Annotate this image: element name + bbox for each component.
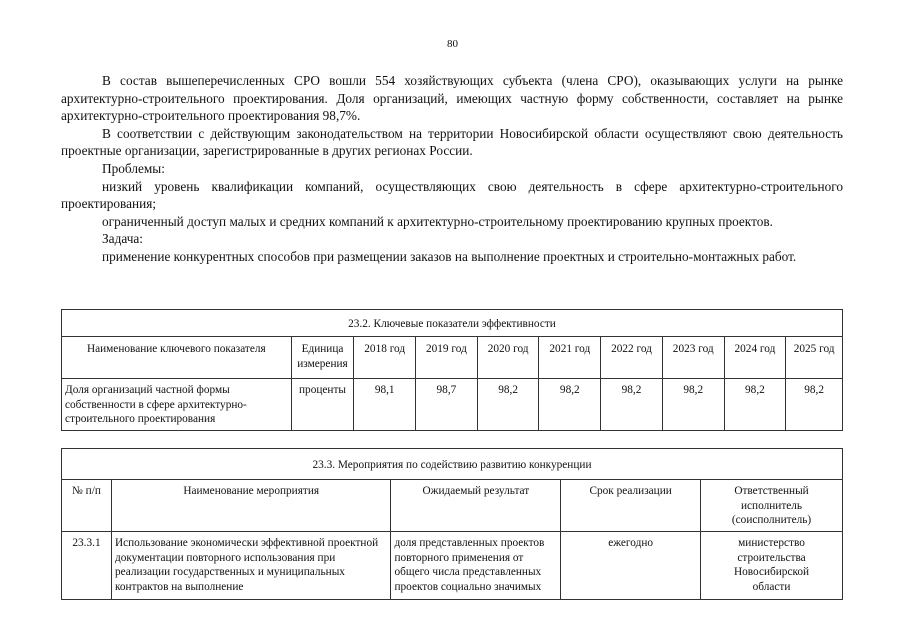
kpi-row-value: 98,2 bbox=[601, 379, 663, 431]
measures-row-responsible: министерство строительства Новосибирской области bbox=[701, 532, 843, 600]
kpi-header-year: 2021 год bbox=[539, 337, 601, 379]
table-row bbox=[62, 379, 843, 431]
paragraph: В соответствии с действующим законодательством на территории Новосибирской области осуществляют свою деятельность проектные организации, зарегистрированные в других регионах России. bbox=[61, 125, 843, 159]
measures-header-result: Ожидаемый результат bbox=[391, 480, 561, 532]
kpi-header-year: 2023 год bbox=[662, 337, 724, 379]
measures-row-name: Использование экономически эффективной проектной документации повторного использования при реализации государственных и муниципальных контрактов на выполнение bbox=[111, 532, 391, 600]
kpi-header-year: 2020 год bbox=[477, 337, 539, 379]
task-item: применение конкурентных способов при размещении заказов на выполнение проектных и строительно-монтажных работ. bbox=[102, 248, 797, 264]
measures-header-num: № п/п bbox=[62, 480, 112, 532]
kpi-header-year: 2019 год bbox=[416, 337, 478, 379]
kpi-header-year: 2025 год bbox=[786, 337, 843, 379]
kpi-row-value: 98,2 bbox=[477, 379, 539, 431]
kpi-header-unit: Единица измерения bbox=[291, 337, 354, 379]
measures-header-name: Наименование мероприятия bbox=[111, 480, 391, 532]
kpi-table bbox=[61, 309, 843, 431]
kpi-row-value: 98,2 bbox=[724, 379, 786, 431]
problem-item: низкий уровень квалификации компаний, осуществляющих свою деятельность в сфере архитектурно-строительного проектирования; bbox=[61, 178, 843, 212]
measures-header-term: Срок реализации bbox=[561, 480, 701, 532]
kpi-row-value: 98,7 bbox=[416, 379, 478, 431]
problems-heading: Проблемы: bbox=[102, 160, 165, 176]
kpi-header-year: 2018 год bbox=[354, 337, 416, 379]
paragraph: В состав вышеперечисленных СРО вошли 554 хозяйствующих субъекта (члена СРО), оказывающих услуги на рынке архитектурно-строительного проектирования. Доля организаций, имеющих частную форму собственности, составляет на рынке архитектурно-строительного проектирования 98,7%. bbox=[61, 73, 843, 124]
measures-header-responsible: Ответственный исполнитель (соисполнитель) bbox=[701, 480, 843, 532]
measures-row-num: 23.3.1 bbox=[62, 532, 112, 600]
kpi-header-year: 2024 год bbox=[724, 337, 786, 379]
kpi-row-unit: проценты bbox=[291, 379, 354, 431]
measures-row-result: доля представленных проектов повторного применения от общего числа представленных проектов социально значимых bbox=[391, 532, 561, 600]
table-row bbox=[62, 532, 843, 600]
kpi-row-value: 98,2 bbox=[539, 379, 601, 431]
measures-table bbox=[61, 448, 843, 600]
page-number: 80 bbox=[447, 38, 458, 50]
problem-item: ограниченный доступ малых и средних компаний к архитектурно-строительному проектированию крупных проектов. bbox=[102, 213, 773, 229]
kpi-header-name: Наименование ключевого показателя bbox=[62, 337, 292, 379]
kpi-row-value: 98,2 bbox=[786, 379, 843, 431]
body-text bbox=[61, 72, 843, 266]
task-heading: Задача: bbox=[102, 231, 143, 247]
measures-row-term: ежегодно bbox=[561, 532, 701, 600]
kpi-row-name: Доля организаций частной формы собственности в сфере архитектурно-строительного проектирования bbox=[62, 379, 292, 431]
kpi-row-value: 98,2 bbox=[662, 379, 724, 431]
kpi-table-title: 23.2. Ключевые показатели эффективности bbox=[62, 310, 843, 337]
kpi-header-year: 2022 год bbox=[601, 337, 663, 379]
measures-table-title: 23.3. Мероприятия по содействию развитию конкуренции bbox=[62, 449, 843, 480]
kpi-row-value: 98,1 bbox=[354, 379, 416, 431]
